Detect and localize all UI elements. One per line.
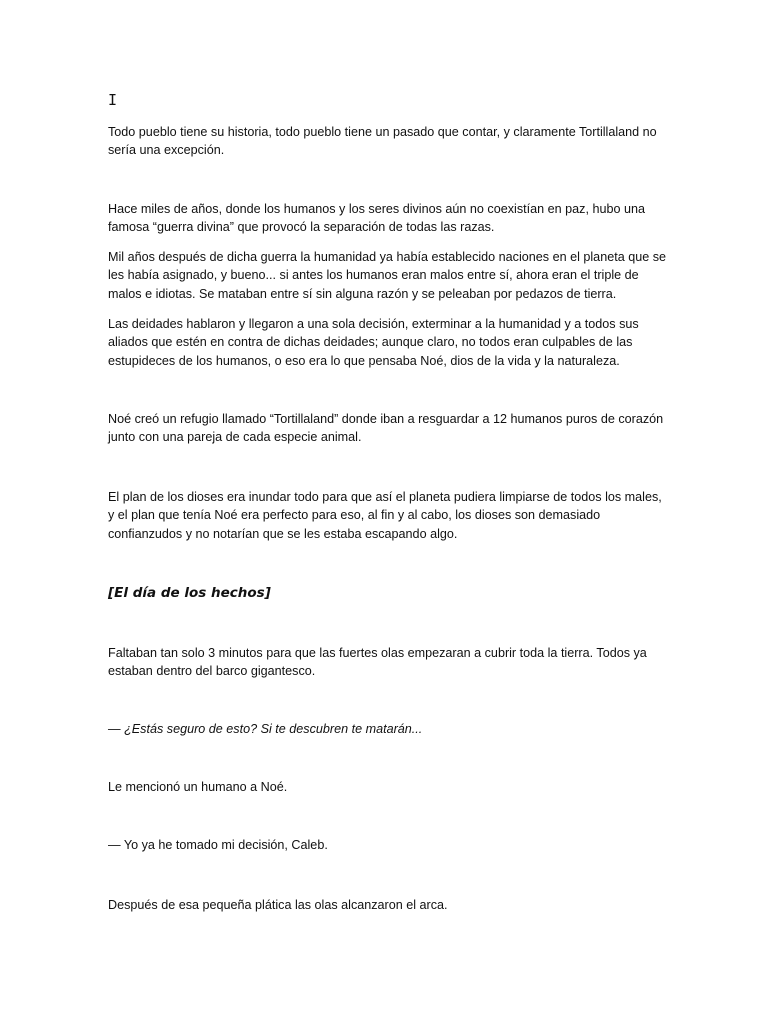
paragraph-8: Le mencionó un humano a Noé.: [108, 780, 288, 794]
section-heading: [El día de los hechos]: [108, 585, 271, 601]
chapter-marker: I: [108, 91, 118, 109]
paragraph-5: Noé creó un refugio llamado “Tortillaland” donde iban a resguardar a 12 humanos puros de corazón junto con una pareja de cada especie animal.: [108, 412, 664, 445]
paragraph-9: Después de esa pequeña plática las olas alcanzaron el arca.: [108, 898, 448, 912]
dialogue-line-2: — Yo ya he tomado mi decisión, Caleb.: [108, 838, 328, 852]
paragraph-7: Faltaban tan solo 3 minutos para que las fuertes olas empezaran a cubrir toda la tierra. Todos ya estaban dentro del barco gigantesco.: [108, 646, 647, 679]
dialogue-line-1: — ¿Estás seguro de esto? Si te descubren te matarán...: [108, 722, 423, 736]
paragraph-1: Todo pueblo tiene su historia, todo pueblo tiene un pasado que contar, y claramente Tortillaland no sería una excepción.: [108, 125, 657, 158]
paragraph-6: El plan de los dioses era inundar todo para que así el planeta pudiera limpiarse de todos los males, y el plan que tenía Noé era perfecto para eso, al fin y al cabo, los dioses son demasiado confianzudos y no notarían que se les estaba escapando algo.: [108, 490, 662, 541]
paragraph-4: Las deidades hablaron y llegaron a una sola decisión, exterminar a la humanidad y a todos sus aliados que estén en contra de dichas deidades; aunque claro, no todos eran culpables de las estupideces de los humanos, o eso era lo que pensaba Noé, dios de la vida y la naturaleza.: [108, 317, 639, 368]
paragraph-3: Mil años después de dicha guerra la humanidad ya había establecido naciones en el planeta que se les había asignado, y bueno... si antes los humanos eran malos entre sí, ahora eran el triple de malos e idiotas. Se mataban entre sí sin alguna razón y se peleaban por pedazos de tierra.: [108, 250, 667, 301]
paragraph-2: Hace miles de años, donde los humanos y los seres divinos aún no coexistían en paz, hubo una famosa “guerra divina” que provocó la separación de todas las razas.: [108, 202, 645, 235]
